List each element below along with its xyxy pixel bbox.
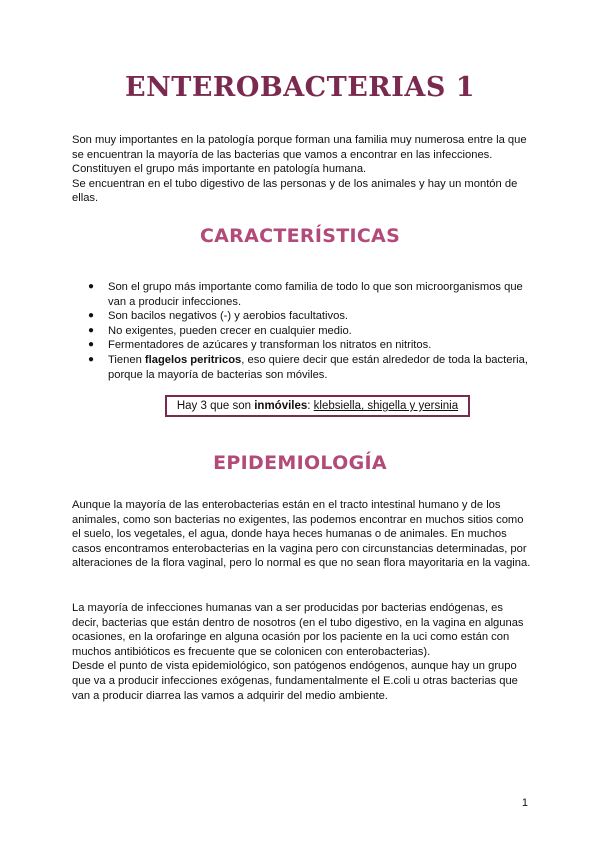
bullet-icon: ● <box>88 339 95 351</box>
intro-section <box>72 133 532 206</box>
list-item <box>88 280 528 309</box>
list-item <box>88 309 528 324</box>
epidemiologia-paragraph-3: Desde el punto de vista epidemiológico, son patógenos endógenos, aunque hay un grupo que va a producir infecciones exógenas, fundamentalmente el E.coli u otras bacterias que van a producir diarrea las vamos a adquirir del medio ambiente. <box>72 660 518 702</box>
list-item-text: Tienen <box>108 353 145 366</box>
bullet-icon: ● <box>88 310 95 322</box>
note-underlined-species: klebsiella, shigella y yersinia <box>313 400 459 412</box>
bullet-icon: ● <box>88 324 95 336</box>
list-item <box>88 353 528 382</box>
list-item-text: Son bacilos negativos (-) y aerobios facultativos. <box>108 310 349 323</box>
list-item-bold-term: flagelos peritricos <box>144 353 242 366</box>
list-item <box>88 338 528 353</box>
list-item-text: Son el grupo más importante como familia de todo lo que son microorganismos que van a producir infecciones. <box>108 281 523 308</box>
epidemiologia-section-2 <box>72 601 532 703</box>
intro-paragraph-3: Se encuentran en el tubo digestivo de las personas y de los animales y hay un montón de ellas. <box>72 177 518 205</box>
immobile-note-box <box>165 395 470 417</box>
intro-paragraph-1: Son muy importantes en la patología porque forman una familia muy numerosa entre la que se encuentran la mayoría de las bacterias que vamos a encontrar en las infecciones. <box>72 134 527 161</box>
note-separator: : <box>307 400 314 412</box>
list-item-text: No exigentes, pueden crecer en cualquier medio. <box>108 324 352 337</box>
bullet-icon: ● <box>88 281 95 292</box>
epidemiologia-paragraph-2: La mayoría de infecciones humanas van a ser producidas por bacterias endógenas, es decir, bacterias que están dentro de nosotros (en el tubo digestivo, en la vagina en algunas ocasiones, en la orofaringe en alguna ocasión por los paciente en la uci como están con muchos antibióticos es frecuente que se colonicen con enterobacterias). <box>72 602 524 658</box>
section-heading-epidemiologia: EPIDEMIOLOGÍA <box>213 452 387 474</box>
intro-paragraph-2: Constituyen el grupo más importante en patología humana. <box>72 163 367 176</box>
list-item-text: Fermentadores de azúcares y transforman los nitratos en nitritos. <box>108 339 432 352</box>
page-number: 1 <box>521 797 528 809</box>
note-text: Hay 3 que son <box>176 400 255 412</box>
note-bold-term: inmóviles <box>254 400 308 412</box>
list-item-text: , eso quiere decir que están alrededor de toda la bacteria, porque la mayoría de bacterias son móviles. <box>108 353 528 381</box>
list-item <box>88 324 528 339</box>
bullet-icon: ● <box>88 353 95 365</box>
section-heading-caracteristicas: CARACTERÍSTICAS <box>199 225 401 247</box>
epidemiologia-paragraph-1: Aunque la mayoría de las enterobacterias están en el tracto intestinal humano y de los animales, como son bacterias no exigentes, las podemos encontrar en muchos sitios como el suelo, los vegetales, el agua, donde haya heces humanas o de animales. En muchos casos encontramos enterobacterias en la vagina pero con circunstancias determinadas, por alteraciones de la flora vaginal, pero lo normal es que no sean flora mayoritaria en la vagina. <box>72 499 531 570</box>
caracteristicas-list <box>88 280 528 382</box>
page-title: ENTEROBACTERIAS 1 <box>124 72 476 103</box>
